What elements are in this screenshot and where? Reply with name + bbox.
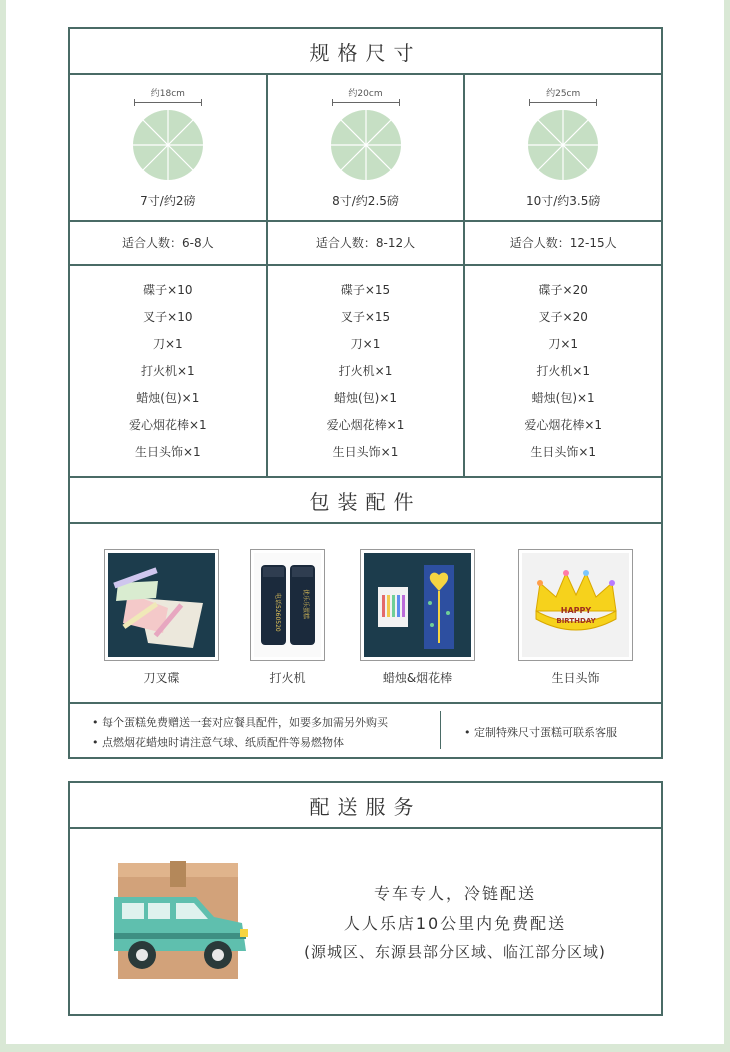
list-item: 刀×1 <box>152 337 183 351</box>
accessory-caption: 打火机 <box>269 671 306 685</box>
delivery-line: (源城区、东源县部分区域、临江部分区域) <box>304 943 606 961</box>
size-label: 10寸/约3.5磅 <box>525 194 601 208</box>
candles-photo <box>360 549 475 661</box>
diameter-label: 约20cm <box>348 89 383 99</box>
crown-text: HAPPY <box>560 606 592 615</box>
diameter-label: 约18cm <box>150 89 185 99</box>
list-item: 打火机×1 <box>140 364 195 378</box>
list-item: 蜡烛(包)×1 <box>531 391 595 405</box>
bottom-border <box>0 1044 730 1052</box>
crown-icon <box>522 553 629 657</box>
accessory-caption: 刀叉碟 <box>143 671 180 685</box>
lighter-photo <box>250 549 325 661</box>
candles-icon <box>364 553 471 657</box>
lighter-print: 电话5260520 <box>274 593 281 632</box>
size-cell-7 <box>70 75 268 220</box>
list-item: 叉子×10 <box>143 310 193 324</box>
list-item: 碟子×10 <box>143 283 193 297</box>
delivery-line: 专车专人，冷链配送 <box>373 884 536 903</box>
list-item: 碟子×15 <box>340 283 391 297</box>
dimension-line <box>332 102 400 103</box>
list-item: 刀×1 <box>350 337 381 351</box>
cake-icon <box>133 110 203 180</box>
delivery-body <box>70 829 661 1014</box>
list-item: 爱心烟花棒×1 <box>326 418 405 432</box>
size-label: 7寸/约2磅 <box>140 194 196 208</box>
cutlery-photo <box>104 549 219 661</box>
people-count: 适合人数：6-8人 <box>70 222 268 264</box>
notes <box>70 704 661 757</box>
list-item: 生日头饰×1 <box>332 445 399 459</box>
items-list-8 <box>268 266 466 476</box>
size-cell-10 <box>465 75 661 220</box>
page <box>6 0 724 1044</box>
delivery-box <box>68 781 663 1016</box>
dimension-line <box>134 102 202 103</box>
note-text: • 定制特殊尺寸蛋糕可联系客服 <box>464 726 617 739</box>
list-item: 叉子×20 <box>538 310 588 324</box>
accessory-caption: 蜡烛&烟花棒 <box>382 671 453 685</box>
list-item: 生日头饰×1 <box>134 445 201 459</box>
list-item: 叉子×15 <box>340 310 391 324</box>
spec-table <box>68 27 663 759</box>
items-list-7 <box>70 266 268 476</box>
list-item: 打火机×1 <box>536 364 591 378</box>
diameter-label: 约25cm <box>546 89 581 99</box>
list-item: 蜡烛(包)×1 <box>136 391 200 405</box>
items-row <box>70 266 661 478</box>
items-list-10 <box>465 266 661 476</box>
list-item: 蜡烛(包)×1 <box>333 391 398 405</box>
cutlery-icon <box>108 553 215 657</box>
crown-text: BIRTHDAY <box>556 617 596 625</box>
crown-photo <box>518 549 633 661</box>
accessory-caption: 生日头饰 <box>551 671 600 685</box>
delivery-truck-icon <box>110 859 250 984</box>
list-item: 爱心烟花棒×1 <box>524 418 603 432</box>
list-item: 打火机×1 <box>338 364 393 378</box>
lighter-print: 优乐乐蛋糕 <box>302 589 309 620</box>
list-item: 碟子×20 <box>538 283 588 297</box>
note-text: • 每个蛋糕免费赠送一套对应餐具配件，如要多加需另外购买 <box>92 716 388 729</box>
cake-icon <box>331 110 401 180</box>
size-label: 8寸/约2.5磅 <box>332 194 399 208</box>
size-row <box>70 75 661 222</box>
cake-icon <box>528 110 598 180</box>
lighter-icon <box>254 553 321 657</box>
size-cell-8 <box>268 75 466 220</box>
list-item: 刀×1 <box>548 337 579 351</box>
note-text: • 点燃烟花蜡烛时请注意气球、纸质配件等易燃物体 <box>92 736 344 749</box>
divider <box>440 711 441 749</box>
delivery-line: 人人乐店10公里内免费配送 <box>343 914 567 933</box>
spec-title: 规格尺寸 <box>70 29 661 75</box>
delivery-title: 配送服务 <box>70 783 661 829</box>
people-count: 适合人数：8-12人 <box>268 222 466 264</box>
accessories-photos <box>70 524 661 704</box>
accessories-title: 包装配件 <box>70 478 661 524</box>
people-row <box>70 222 661 266</box>
dimension-line <box>529 102 597 103</box>
list-item: 爱心烟花棒×1 <box>128 418 207 432</box>
people-count: 适合人数：12-15人 <box>509 236 617 250</box>
list-item: 生日头饰×1 <box>530 445 597 459</box>
